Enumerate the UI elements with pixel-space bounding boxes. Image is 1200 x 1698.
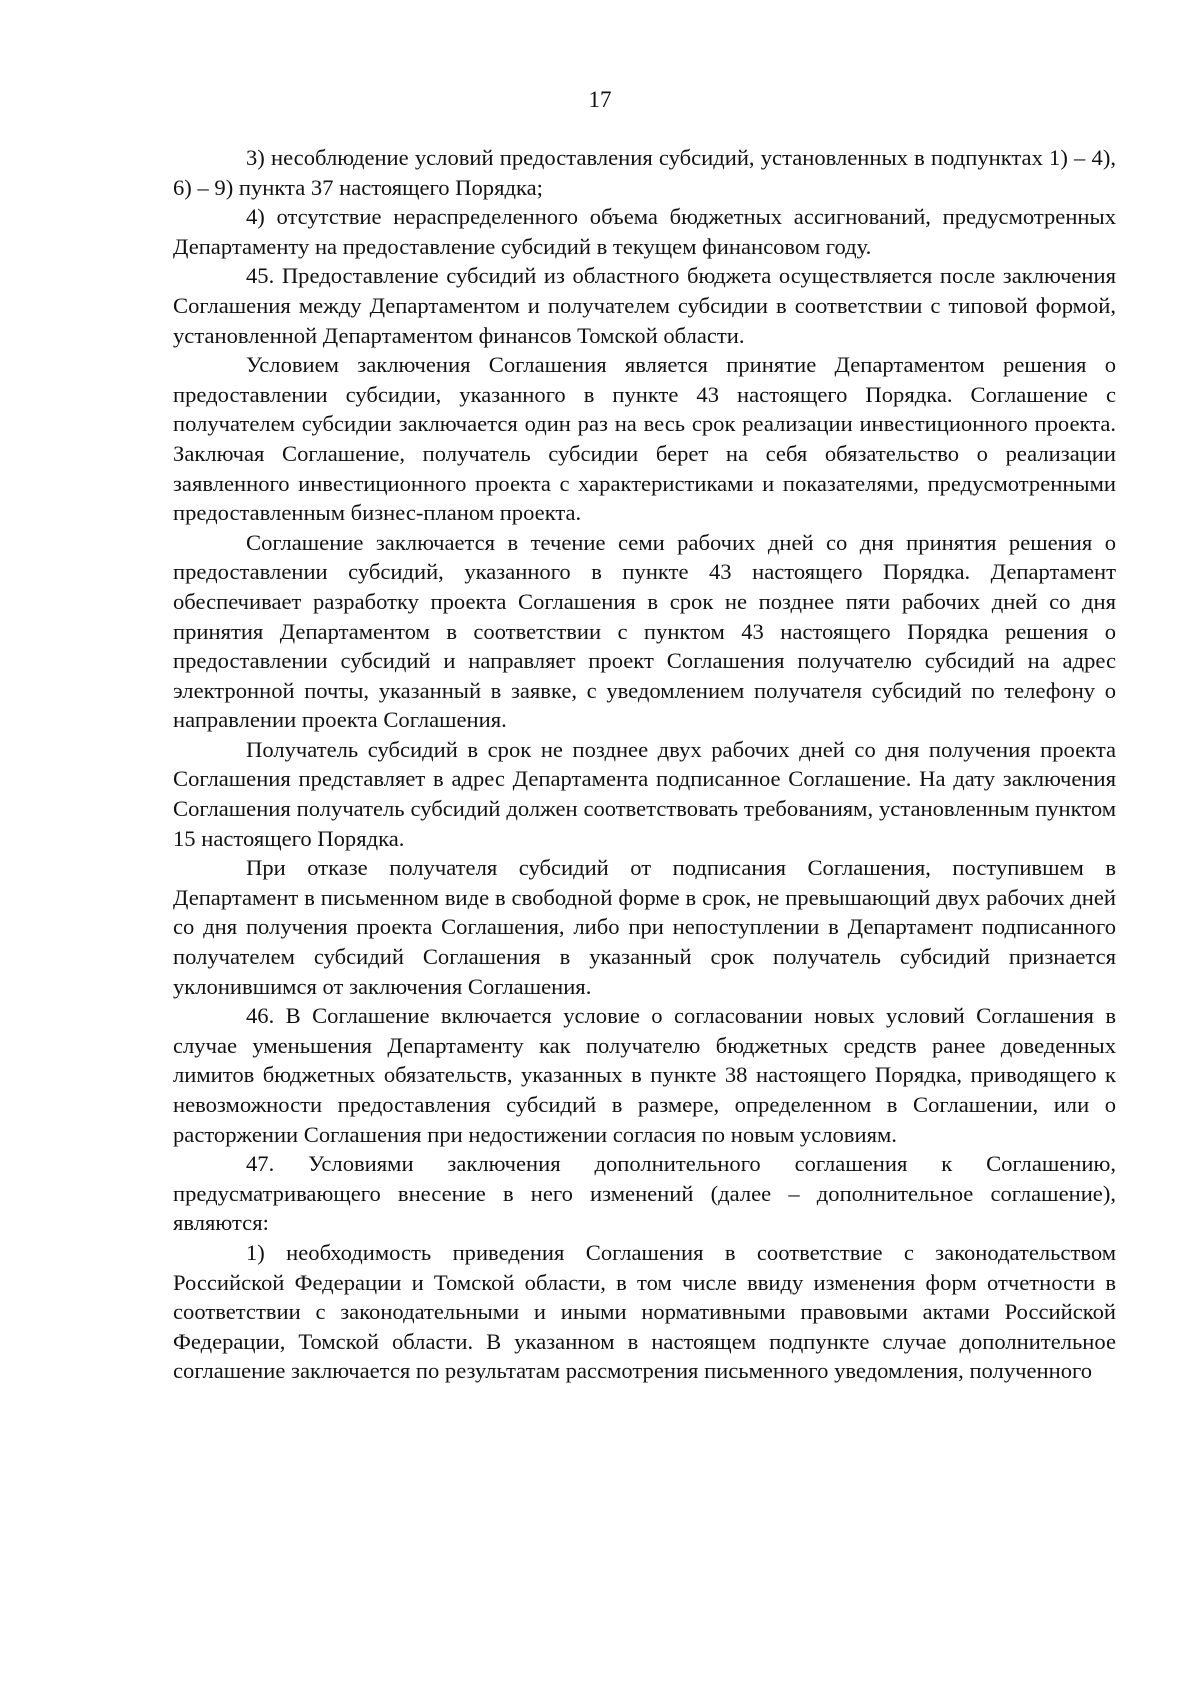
- paragraph-item-3-noncompliance: 3) несоблюдение условий предоставления субсидий, установленных в подпунктах 1) – 4), 6) – 9) пункта 37 настоящего Порядка;: [173, 145, 1116, 200]
- paragraph-recipient-signing: Получатель субсидий в срок не позднее двух рабочих дней со дня получения проекта Соглашения представляет в адрес Департамента подписанное Соглашение. На дату заключения Соглашения получатель субсидий должен соответствовать требованиям, установленным пунктом 15 настоящего Порядка.: [173, 736, 1116, 851]
- paragraph-refusal: При отказе получателя субсидий от подписания Соглашения, поступившем в Департамент в письменном виде в свободной форме в срок, не превышающий двух рабочих дней со дня получения проекта Соглашения, либо при непоступлении в Департамент подписанного получателем субсидий Соглашения в указанный срок получатель субсидий признается уклонившимся от заключения Соглашения.: [173, 855, 1116, 999]
- paragraph-item-1-legislation: 1) необходимость приведения Соглашения в соответствие с законодательством Российской Федерации и Томской области, в том числе ввиду изменения форм отчетности в соответствии с законодательными и иными нормативными правовыми актами Российской Федерации, Томской области. В указанном в настоящем подпункте случае дополнительное соглашение заключается по результатам рассмотрения письменного уведомления, полученного: [173, 1239, 1116, 1384]
- paragraph-agreement-condition: Условием заключения Соглашения является принятие Департаментом решения о предоставлении субсидии, указанного в пункте 43 настоящего Порядка. Соглашение с получателем субсидии заключается один раз на весь срок реализации инвестиционного проекта. Заключая Соглашение, получатель субсидии берет на себя обязательство о реализации заявленного инвестиционного проекта с характеристиками и показателями, предусмотренными предоставленным бизнес-планом проекта.: [173, 352, 1116, 526]
- document-body: [173, 143, 1116, 1386]
- paragraph-clause-46: 46. В Соглашение включается условие о согласовании новых условий Соглашения в случае уменьшения Департаменту как получателю бюджетных средств ранее доведенных лимитов бюджетных обязательств, указанных в пункте 38 настоящего Порядка, приводящего к невозможности предоставления субсидий в размере, определенном в Соглашении, или о расторжении Соглашения при недостижении согласия по новым условиям.: [173, 1003, 1116, 1147]
- paragraph-agreement-term: Соглашение заключается в течение семи рабочих дней со дня принятия решения о предоставлении субсидий, указанного в пункте 43 настоящего Порядка. Департамент обеспечивает разработку проекта Соглашения в срок не позднее пяти рабочих дней со дня принятия Департаментом в соответствии с пунктом 43 настоящего Порядка решения о предоставлении субсидий и направляет проект Соглашения получателю субсидий на адрес электронной почты, указанный в заявке, с уведомлением получателя субсидий по телефону о направлении проекта Соглашения.: [173, 529, 1116, 733]
- page-number: 17: [588, 87, 612, 112]
- paragraph-clause-47: 47. Условиями заключения дополнительного соглашения к Соглашению, предусматривающего внесение в него изменений (далее – дополнительное соглашение), являются:: [173, 1151, 1116, 1236]
- paragraph-item-4-no-budget: 4) отсутствие нераспределенного объема бюджетных ассигнований, предусмотренных Департаменту на предоставление субсидий в текущем финансовом году.: [173, 204, 1116, 259]
- paragraph-clause-45: 45. Предоставление субсидий из областного бюджета осуществляется после заключения Соглашения между Департаментом и получателем субсидии в соответствии с типовой формой, установленной Департаментом финансов Томской области.: [173, 263, 1116, 348]
